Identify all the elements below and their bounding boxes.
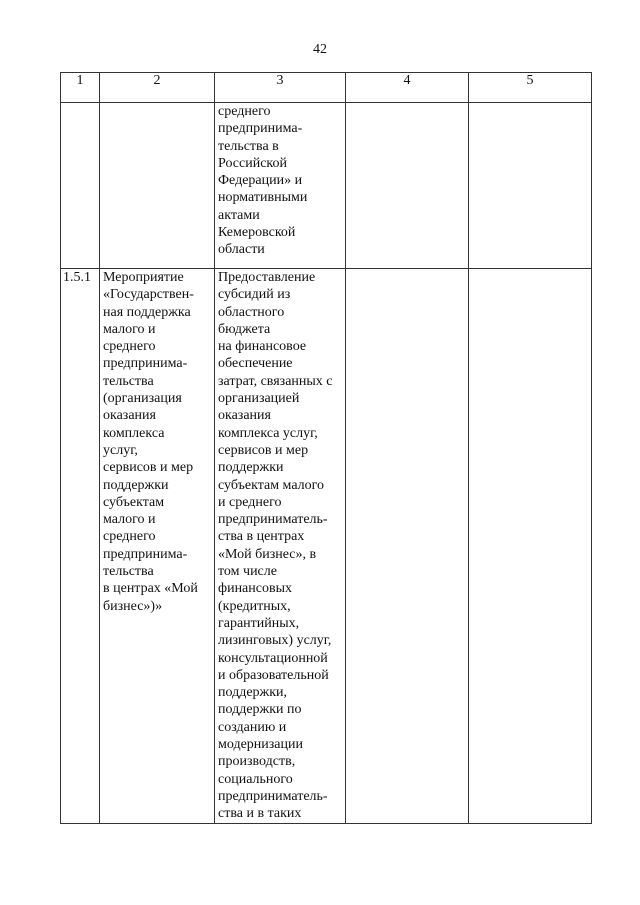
cell-text-line: предприниматель- <box>218 788 328 804</box>
cell-text-line: поддержки <box>218 460 284 476</box>
cell-text-line: бизнес»)» <box>103 598 163 614</box>
cell-text-line: лизинговых) услуг, <box>218 633 332 649</box>
cell-text-line: предпринима- <box>218 121 303 137</box>
header-cell: 1 <box>61 73 100 103</box>
cell-text-line: Кемеровской <box>218 225 296 241</box>
cell-text-line: среднего <box>103 339 156 355</box>
table-header-row <box>61 73 592 103</box>
cell-text-line: предприниматель- <box>218 512 328 528</box>
cell-text-line: модернизации <box>218 737 303 753</box>
cell-text-line: комплекса услуг, <box>218 425 318 441</box>
cell-text-line: «Мой бизнес», в <box>218 546 317 562</box>
page-number: 42 <box>313 42 327 57</box>
table-cell <box>469 103 592 269</box>
cell-text-line: организацией <box>218 391 300 407</box>
header-cell: 3 <box>215 73 346 103</box>
row-number: 1.5.1 <box>63 270 91 285</box>
table-cell <box>61 103 100 269</box>
cell-text-line: области <box>218 242 265 258</box>
cell-text-line: оказания <box>103 408 156 424</box>
cell-text-line: сервисов и мер <box>103 460 194 476</box>
cell-text-line: производств, <box>218 754 296 770</box>
cell-text-line: нормативными <box>218 190 308 206</box>
cell-text-line: ная поддержка <box>103 304 191 320</box>
cell-text-line: сервисов и мер <box>218 442 309 458</box>
header-cell: 2 <box>100 73 215 103</box>
cell-text-line: тельства в <box>218 138 279 154</box>
row-number-cell <box>61 269 100 824</box>
table-row <box>61 103 592 269</box>
table-cell <box>215 269 346 824</box>
cell-text-line: созданию и <box>218 719 287 735</box>
cell-text-line: малого и <box>103 321 156 337</box>
cell-text-line: актами <box>218 207 260 223</box>
cell-text-line: том числе <box>218 564 277 580</box>
cell-text-line: поддержки <box>103 477 169 493</box>
cell-text-line: тельства <box>103 373 154 389</box>
cell-text-line: в центрах «Мой <box>103 581 198 597</box>
cell-text-line: на финансовое <box>218 339 307 355</box>
cell-text-line: поддержки по <box>218 702 302 718</box>
table-cell <box>346 269 469 824</box>
cell-text-line: (кредитных, <box>218 598 291 614</box>
cell-text-line: тельства <box>103 564 154 580</box>
cell-text-line: среднего <box>103 529 156 545</box>
cell-text-line: услуг, <box>103 442 138 458</box>
cell-text-line: предпринима- <box>103 546 188 562</box>
cell-text-line: обеспечение <box>218 356 293 372</box>
table-cell <box>215 103 346 269</box>
cell-text-line: субъектам малого <box>218 477 325 493</box>
cell-text-line: бюджета <box>218 321 271 337</box>
header-cell: 4 <box>346 73 469 103</box>
cell-text-line: оказания <box>218 408 271 424</box>
cell-text-line: затрат, связанных с <box>218 373 333 389</box>
table-cell <box>346 103 469 269</box>
cell-text-line: финансовых <box>218 581 292 597</box>
cell-text-line: гарантийных, <box>218 615 300 631</box>
cell-text-line: социального <box>218 771 293 787</box>
cell-text-line: и образовательной <box>218 667 329 683</box>
cell-text-line: среднего <box>218 104 271 119</box>
table-cell <box>100 269 215 824</box>
table-cell <box>469 269 592 824</box>
header-cell: 5 <box>469 73 592 103</box>
cell-text-line: Мероприятие <box>103 270 184 285</box>
cell-text-line: ства в центрах <box>218 529 305 545</box>
cell-text-line: консультационной <box>218 650 328 666</box>
cell-text-line: субъектам <box>103 494 165 510</box>
cell-text-line: комплекса <box>103 425 165 441</box>
cell-text-line: областного <box>218 304 285 320</box>
table-row <box>61 269 592 824</box>
cell-text-line: Российской <box>218 155 287 171</box>
cell-text-line: субсидий из <box>218 287 291 303</box>
cell-text-line: «Государствен- <box>103 287 194 303</box>
cell-text-line: предпринима- <box>103 356 188 372</box>
cell-text-line: ства и в таких <box>218 806 302 822</box>
table-cell <box>100 103 215 269</box>
cell-text-line: поддержки, <box>218 685 288 701</box>
program-table <box>60 72 592 824</box>
cell-text-line: Федерации» и <box>218 173 303 189</box>
cell-text-line: малого и <box>103 512 156 528</box>
cell-text-line: Предоставление <box>218 270 316 285</box>
cell-text-line: и среднего <box>218 494 282 510</box>
cell-text-line: (организация <box>103 391 182 407</box>
